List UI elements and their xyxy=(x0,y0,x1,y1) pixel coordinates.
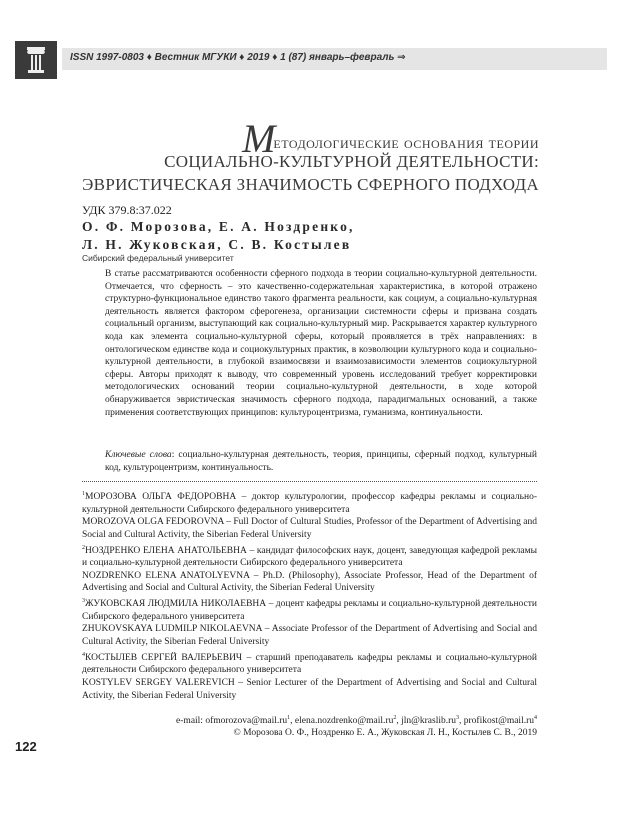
email-label: e-mail: xyxy=(176,716,206,727)
author-emails xyxy=(176,715,537,726)
email-number: 4 xyxy=(534,715,537,721)
author-note xyxy=(82,542,537,570)
article-title-line-1 xyxy=(242,116,539,161)
author-note xyxy=(82,649,537,677)
email-number: 2 xyxy=(393,715,397,721)
note-text: КОСТЫЛЕВ СЕРГЕЙ ВАЛЕРЬЕВИЧ – старший преподаватель кафедры рекламы и социально-культурной деятельности Сибирского федерального университета xyxy=(82,652,537,676)
email-separator: , xyxy=(290,716,295,727)
article-title-line-2: СОЦИАЛЬНО-КУЛЬТУРНОЙ ДЕЯТЕЛЬНОСТИ: xyxy=(164,152,539,171)
email-number: 3 xyxy=(456,715,460,721)
column-icon xyxy=(27,47,45,73)
author-note xyxy=(82,488,537,516)
note-number: 2 xyxy=(82,544,85,551)
page-number: 122 xyxy=(15,739,37,754)
email-separator: , xyxy=(459,716,464,727)
note-text: NOZDRENKO ELENA ANATOLYEVNA – Ph.D. (Philosophy), Associate Professor, Head of the Department of Advertising and Social and Cultural Activity, the Siberian Federal University xyxy=(82,570,537,594)
author-notes xyxy=(82,488,537,702)
note-text: НОЗДРЕНКО ЕЛЕНА АНАТОЛЬЕВНА – кандидат философских наук, доцент, заведующая кафедрой рекламы и социально-культурной деятельности Сибирского федерального университета xyxy=(82,545,537,569)
copyright: © Морозова О. Ф., Ноздренко Е. А., Жуковская Л. Н., Костылев С. В., 2019 xyxy=(233,728,537,738)
email-link[interactable]: elena.nozdrenko@mail.ru xyxy=(294,716,394,727)
keywords xyxy=(105,449,537,475)
note-text: МОРОЗОВА ОЛЬГА ФЕДОРОВНА – доктор культурологии, профессор кафедры рекламы и социально-культурной деятельности Сибирского федерального университета xyxy=(82,492,537,515)
email-separator: , xyxy=(396,716,402,727)
authors-line-2: Л. Н. Жуковская, С. В. Костылев xyxy=(82,237,352,252)
authors-line-1: О. Ф. Морозова, Е. А. Ноздренко, xyxy=(82,219,355,234)
note-number: 3 xyxy=(82,598,85,605)
keywords-label: Ключевые слова xyxy=(105,450,172,460)
udk-code: УДК 379.8:37.022 xyxy=(82,203,172,217)
author-note xyxy=(82,570,537,595)
note-text: ZHUKOVSKAYA LUDMILP NIKOLAEVNA – Associate Professor of the Department of Advertising and Social and Cultural Activity, the Siberian Federal University xyxy=(82,624,537,647)
title-initial: М xyxy=(242,116,276,161)
article-title-line-3: ЭВРИСТИЧЕСКАЯ ЗНАЧИМОСТЬ СФЕРНОГО ПОДХОДА xyxy=(82,175,539,194)
title-line-1-rest: етодологические основания теории xyxy=(273,133,539,152)
affiliation: Сибирский федеральный университет xyxy=(82,253,234,263)
author-note xyxy=(82,516,537,541)
journal-logo xyxy=(15,41,57,79)
author-note xyxy=(82,677,537,702)
author-note xyxy=(82,623,537,648)
note-text: MOROZOVA OLGA FEDOROVNA – Full Doctor of Cultural Studies, Professor of the Department of Advertising and Social and Cultural Activity, the Siberian Federal University xyxy=(82,517,537,540)
author-note xyxy=(82,595,537,623)
email-link[interactable]: jln@kraslib.ru xyxy=(401,716,457,727)
email-link[interactable]: ofmorozova@mail.ru xyxy=(205,716,288,727)
journal-header: ISSN 1997-0803 ♦ Вестник МГУКИ ♦ 2019 ♦ 1 (87) январь–февраль ⇒ xyxy=(70,52,406,63)
note-number: 4 xyxy=(82,651,85,658)
note-text: ЖУКОВСКАЯ ЛЮДМИЛА НИКОЛАЕВНА – доцент кафедры рекламы и социально-культурной деятельности Сибирского федерального университета xyxy=(82,599,537,622)
note-number: 1 xyxy=(82,491,85,497)
note-text: KOSTYLEV SERGEY VALEREVICH – Senior Lecturer of the Department of Advertising and Social and Cultural Activity, the Siberian Federal University xyxy=(82,677,537,701)
email-number: 1 xyxy=(287,715,291,721)
abstract: В статье рассматриваются особенности сферного подхода в теории социально-культурной деятельности. Отмечается, что сферность – это качественно-содержательная характеристика, в которой отражено структурно-функциональное единство такого фрагмента реальности, как социум, а социально-культурная деятельность является фактором сферогенеза, организации системности сферы и призвана создать социальный организм, выступающий как социально-культурный мир. Раскрывается характер культурного кода как элемента социально-культурной сферы, который проявляется в трёх направлениях: в онтологическом единстве кода и социокультурных практик, в коэволюции культурного кода и социально-культурной деятельности, в глубокой взаимосвязи и взаимозависимости элементов социокультурной сферы. Авторы приходят к выводу, что современный уровень исследований требует корректировки методологических оснований теории социально-культурной деятельности, в ходе которой обнаруживается эвристическая значимость сферного подхода, парадигмальных оснований, а также применения соответствующих принципов: культуроцентризма, гуманизма, континуальности. xyxy=(105,269,537,418)
separator xyxy=(82,481,537,482)
email-link[interactable]: profikost@mail.ru xyxy=(463,716,534,727)
keywords-text: : социально-культурная деятельность, теория, принципы, сферный подход, культурный код, культуроцентризм, континуальность. xyxy=(105,450,537,473)
